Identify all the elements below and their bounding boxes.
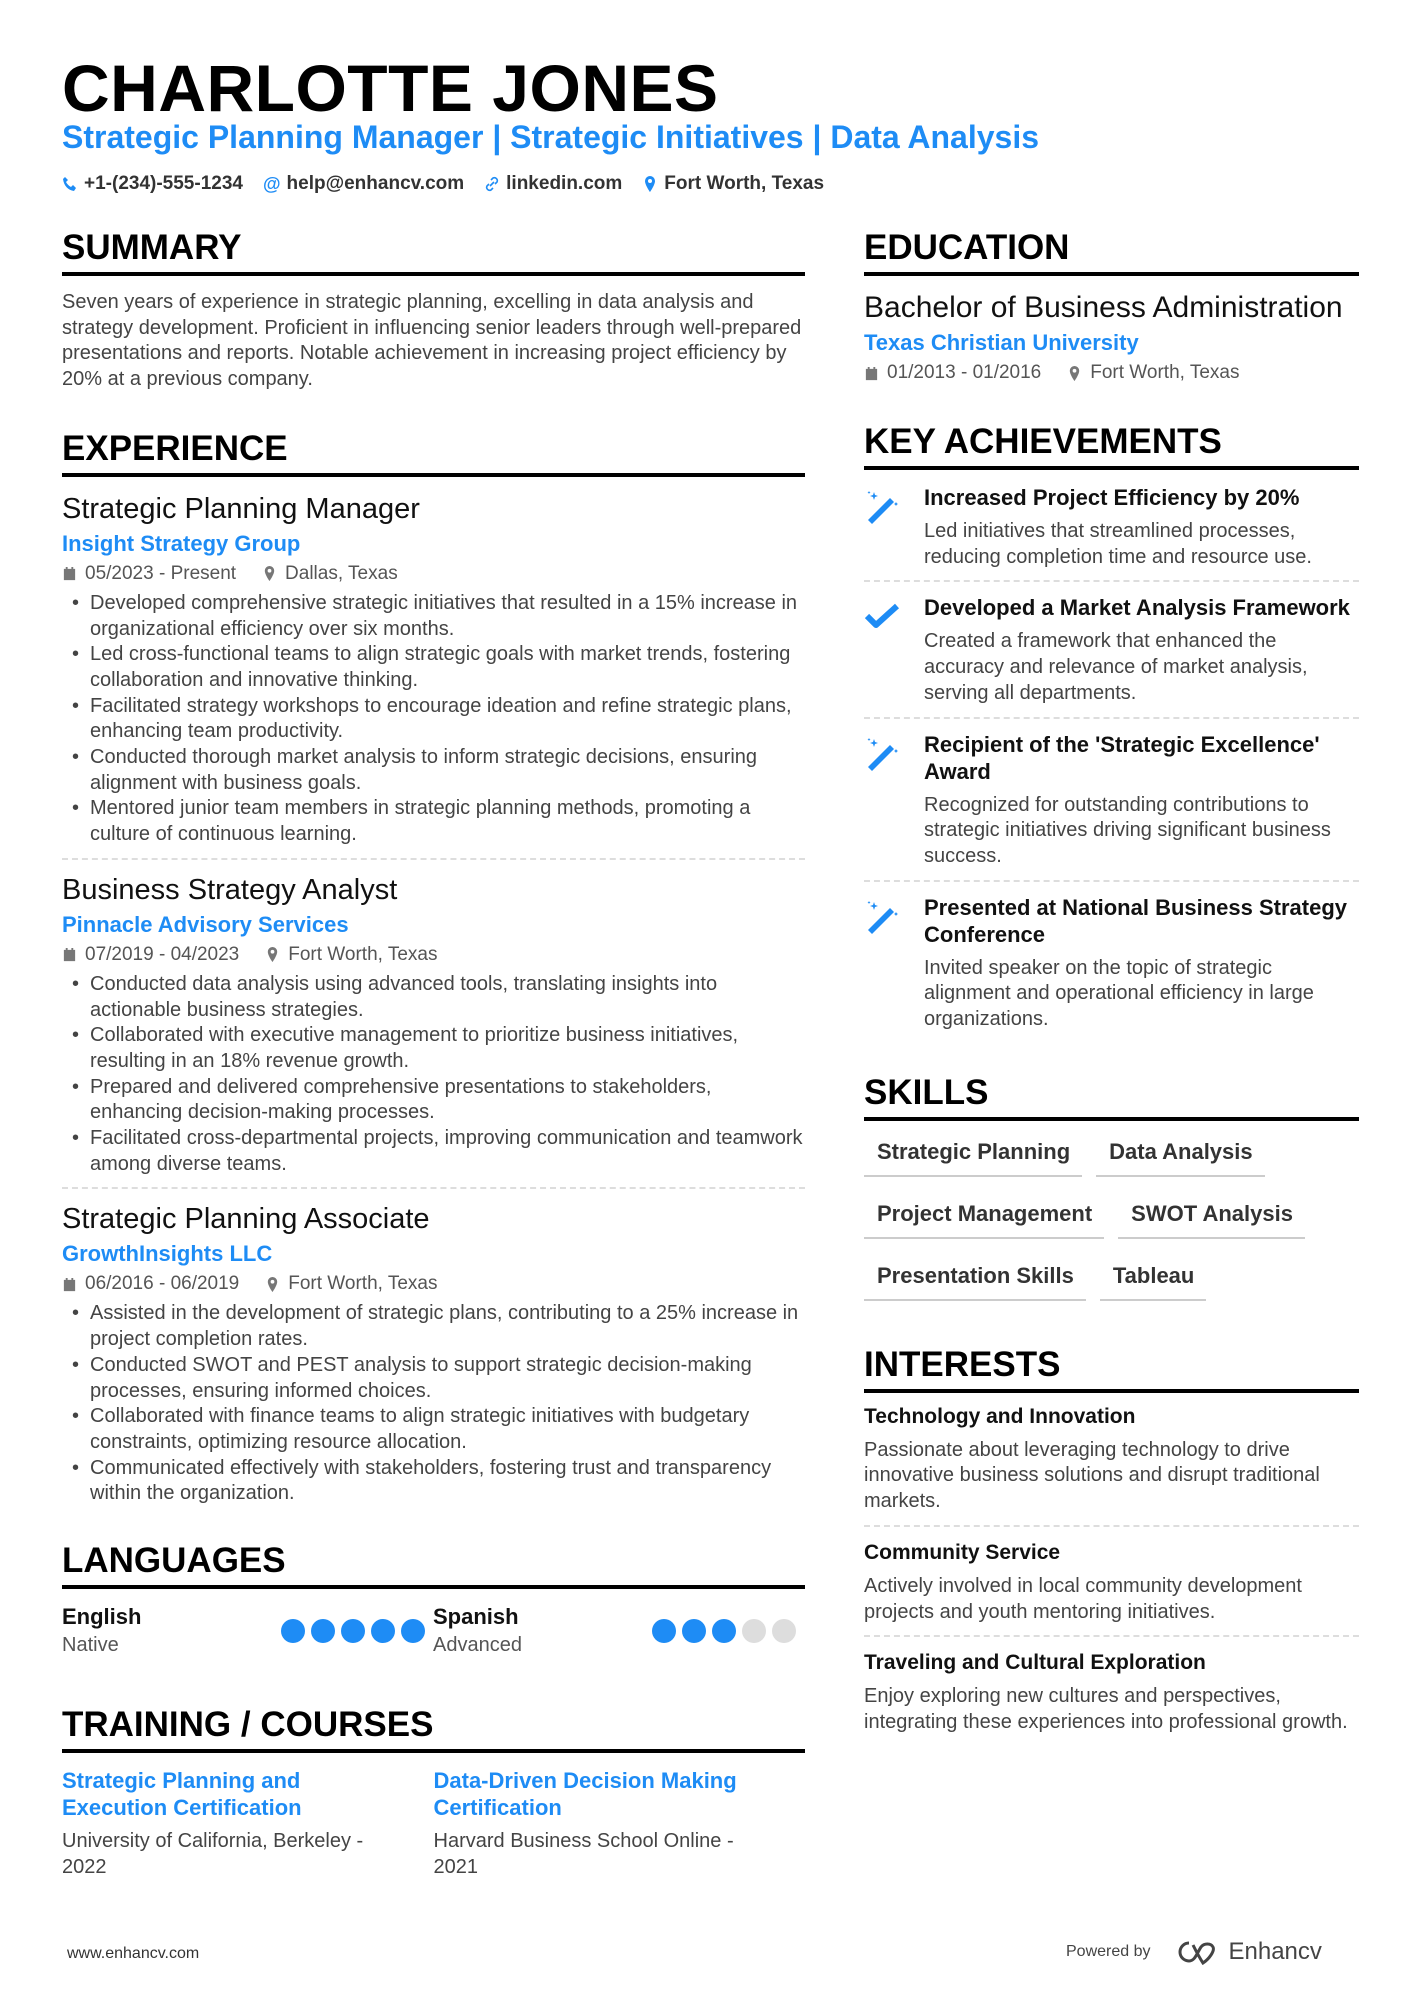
divider (62, 858, 805, 860)
education-section (864, 228, 1359, 388)
bullet-item: • Developed comprehensive strategic initiatives that resulted in a 15% increase in organizational efficiency over six months. (62, 591, 805, 642)
job-location: Dallas, Texas (285, 562, 398, 584)
achievement-title: Recipient of the 'Strategic Excellence' Award (924, 731, 1320, 784)
contact-phone (62, 173, 243, 195)
interest-title: Community Service (864, 1540, 1061, 1564)
location-pin-icon (1067, 366, 1082, 381)
bullet-item: • Mentored junior team members in strategic planning methods, promoting a culture of continuous learning. (62, 796, 805, 847)
interest-title: Traveling and Cultural Exploration (864, 1651, 1206, 1675)
calendar-icon (62, 1277, 77, 1292)
summary-text: Seven years of experience in strategic planning, excelling in data analysis and strategy development. Proficient in influencing senior leaders through well-prepared presentations and reports. Notable achievement in increasing project efficiency by 20% at a previous company. (62, 291, 802, 391)
course-item (62, 1767, 434, 1880)
achievement-item (864, 594, 1359, 706)
job-bullets (62, 1301, 805, 1507)
interest-item (864, 1649, 1359, 1735)
left-column (62, 228, 805, 1881)
section-heading: TRAINING / COURSES (62, 1705, 805, 1753)
achievement-title: Increased Project Efficiency by 20% (924, 485, 1300, 510)
candidate-headline: Strategic Planning Manager | Strategic Initiatives | Data Analysis (62, 119, 1040, 155)
section-heading: INTERESTS (864, 1345, 1359, 1393)
job-entry (62, 491, 805, 848)
interests-section (864, 1345, 1359, 1736)
skill-tag: Data Analysis (1096, 1129, 1264, 1177)
skill-tag: Project Management (864, 1191, 1104, 1239)
calendar-icon (864, 366, 879, 381)
job-dates: 07/2019 - 04/2023 (85, 943, 240, 965)
phone-icon (62, 176, 78, 192)
location-pin-icon (642, 176, 658, 192)
rating-dot (281, 1619, 305, 1643)
enhancv-logo-icon (1173, 1939, 1219, 1965)
bullet-item: • Led cross-functional teams to align strategic goals with market trends, fostering collaboration and innovative thinking. (62, 642, 805, 693)
interest-item (864, 1539, 1359, 1625)
skills-section (864, 1073, 1359, 1301)
magic-wand-icon (864, 488, 900, 524)
job-bullets (62, 591, 805, 848)
course-institution: University of California, Berkeley - 2022 (62, 1830, 364, 1878)
section-heading: SUMMARY (62, 228, 805, 276)
company-name: Pinnacle Advisory Services (62, 911, 349, 937)
interest-description: Actively involved in local community development projects and youth mentoring initiatives. (864, 1574, 1302, 1623)
job-title: Strategic Planning Associate (62, 1203, 430, 1236)
achievement-title: Presented at National Business Strategy Conference (924, 894, 1348, 947)
bullet-item: • Assisted in the development of strategic plans, contributing to a 25% increase in project completion rates. (62, 1301, 805, 1352)
languages-section (62, 1541, 805, 1659)
company-name: Insight Strategy Group (62, 530, 301, 556)
calendar-icon (62, 566, 77, 581)
location-pin-icon (262, 566, 277, 581)
job-dates: 06/2016 - 06/2019 (85, 1273, 240, 1295)
rating-dot (652, 1619, 676, 1643)
education-meta (864, 358, 1359, 388)
section-heading: EXPERIENCE (62, 429, 805, 477)
linkedin-text: linkedin.com (506, 173, 623, 194)
job-location: Fort Worth, Texas (288, 1273, 438, 1295)
contact-email[interactable] (263, 173, 464, 195)
language-level: Native (62, 1634, 119, 1657)
rating-dot (311, 1619, 335, 1643)
divider (864, 880, 1359, 882)
bullet-item: • Conducted data analysis using advanced tools, translating insights into actionable business strategies. (62, 972, 805, 1023)
course-title: Data-Driven Decision Making Certification (433, 1768, 737, 1821)
footer-branding (1066, 1938, 1322, 1966)
language-name: Spanish (433, 1604, 519, 1630)
rating-dot (341, 1619, 365, 1643)
rating-dot (401, 1619, 425, 1643)
job-entry (62, 872, 805, 1178)
course-item (434, 1767, 806, 1880)
rating-dot (712, 1619, 736, 1643)
divider (864, 1525, 1359, 1527)
bullet-item: • Conducted SWOT and PEST analysis to support strategic decision-making processes, ensuring informed choices. (62, 1353, 805, 1404)
divider (864, 580, 1359, 582)
job-meta (62, 559, 805, 589)
rating-dot (371, 1619, 395, 1643)
achievement-item (864, 894, 1359, 1033)
section-heading: EDUCATION (864, 228, 1359, 276)
divider (62, 1187, 805, 1189)
contact-bar (62, 173, 824, 195)
rating-dot (772, 1619, 796, 1643)
bullet-item: • Facilitated cross-departmental projects, improving communication and teamwork among diverse teams. (62, 1126, 805, 1177)
job-location: Fort Worth, Texas (288, 943, 438, 965)
brand-name: Enhancv (1228, 1938, 1322, 1965)
language-item (62, 1603, 433, 1659)
section-heading: KEY ACHIEVEMENTS (864, 422, 1359, 470)
achievement-description: Created a framework that enhanced the accuracy and relevance of market analysis, serving all departments. (924, 630, 1308, 704)
language-item (433, 1603, 804, 1659)
rating-dot (682, 1619, 706, 1643)
school-name: Texas Christian University (864, 330, 1139, 355)
skill-tag: Presentation Skills (864, 1253, 1086, 1301)
interest-item (864, 1403, 1359, 1515)
experience-section (62, 429, 805, 1507)
language-name: English (62, 1604, 142, 1630)
achievement-title: Developed a Market Analysis Framework (924, 595, 1350, 621)
job-meta (62, 1269, 805, 1299)
rating-dot (742, 1619, 766, 1643)
job-meta (62, 940, 805, 970)
language-level: Advanced (433, 1634, 522, 1657)
section-heading: LANGUAGES (62, 1541, 805, 1589)
interest-description: Enjoy exploring new cultures and perspectives, integrating these experiences into professional growth. (864, 1685, 1348, 1733)
achievement-item (864, 484, 1359, 570)
section-heading: SKILLS (864, 1073, 1359, 1121)
achievement-description: Recognized for outstanding contributions to strategic initiatives driving significant business success. (924, 793, 1331, 867)
education-location: Fort Worth, Texas (1090, 362, 1240, 383)
company-name: GrowthInsights LLC (62, 1241, 273, 1267)
magic-wand-icon (864, 898, 900, 934)
job-title: Strategic Planning Manager (62, 492, 420, 525)
achievements-section (864, 422, 1359, 1033)
divider (864, 1635, 1359, 1637)
phone-text: +1-(234)-555-1234 (84, 173, 243, 194)
degree: Bachelor of Business Administration (864, 291, 1343, 324)
magic-wand-icon (864, 735, 900, 771)
bullet-item: • Collaborated with finance teams to align strategic initiatives with budgetary constraints, optimizing resource allocation. (62, 1404, 805, 1455)
achievement-item (864, 731, 1359, 870)
language-rating (281, 1619, 425, 1659)
bullet-item: • Prepared and delivered comprehensive presentations to stakeholders, enhancing decision-making processes. (62, 1075, 805, 1126)
location-pin-icon (265, 947, 280, 962)
location-pin-icon (265, 1277, 280, 1292)
job-dates: 05/2023 - Present (85, 562, 237, 584)
at-icon: @ (262, 173, 281, 194)
bullet-item: • Collaborated with executive management to prioritize business initiatives, resulting in an 18% revenue growth. (62, 1023, 805, 1074)
divider (864, 717, 1359, 719)
course-title: Strategic Planning and Execution Certification (62, 1768, 302, 1821)
achievement-description: Invited speaker on the topic of strategic alignment and operational efficiency in large organizations. (924, 956, 1314, 1031)
skill-tag: Tableau (1100, 1253, 1207, 1301)
candidate-name: CHARLOTTE JONES (62, 51, 719, 125)
achievement-description: Led initiatives that streamlined processes, reducing completion time and resource use. (924, 520, 1312, 568)
job-bullets (62, 972, 805, 1178)
link-icon (484, 176, 500, 192)
bullet-item: • Conducted thorough market analysis to inform strategic decisions, ensuring alignment with business goals. (62, 745, 805, 796)
bullet-item: • Communicated effectively with stakeholders, fostering trust and transparency within the organization. (62, 1456, 805, 1507)
skill-tag: SWOT Analysis (1118, 1191, 1305, 1239)
enhancv-logo (1173, 1938, 1322, 1966)
skill-tag: Strategic Planning (864, 1129, 1082, 1177)
location-text: Fort Worth, Texas (664, 173, 825, 194)
training-section (62, 1705, 805, 1880)
contact-linkedin[interactable] (484, 173, 622, 195)
job-title: Business Strategy Analyst (62, 873, 398, 906)
language-rating (652, 1619, 796, 1659)
footer-website[interactable]: www.enhancv.com (67, 1945, 200, 1962)
summary-section (62, 228, 805, 393)
education-dates: 01/2013 - 01/2016 (887, 362, 1042, 383)
interest-title: Technology and Innovation (864, 1404, 1136, 1428)
right-column (864, 228, 1359, 1736)
bullet-item: • Facilitated strategy workshops to encourage ideation and refine strategic plans, enhancing team productivity. (62, 694, 805, 745)
email-text: help@enhancv.com (286, 173, 465, 194)
course-institution: Harvard Business School Online - 2021 (433, 1830, 734, 1878)
interest-description: Passionate about leveraging technology to drive innovative business solutions and disrupt traditional markets. (864, 1438, 1320, 1513)
contact-location (642, 173, 824, 195)
job-entry (62, 1201, 805, 1507)
powered-by-text: Powered by (1066, 1943, 1151, 1960)
calendar-icon (62, 947, 77, 962)
checkmark-icon (864, 598, 900, 634)
